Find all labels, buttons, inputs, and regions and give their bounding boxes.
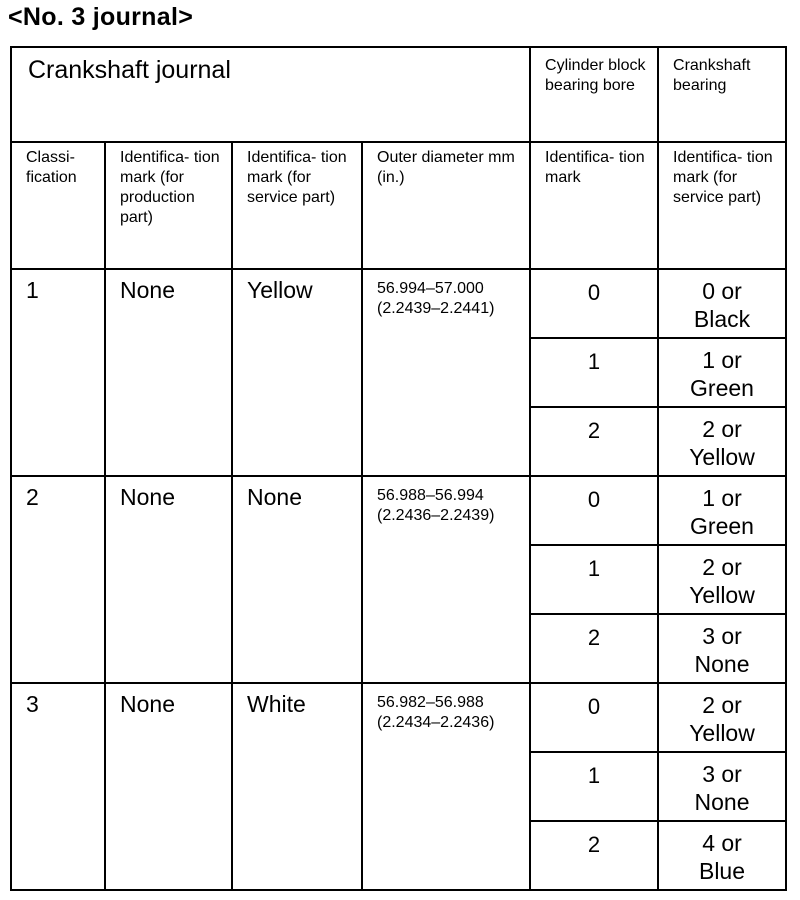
diameter-in: (2.2434–2.2436)	[377, 714, 495, 731]
bore-mark-cell: 0	[530, 476, 658, 545]
table-row	[11, 476, 786, 545]
bearing-number: 2 or	[702, 692, 742, 718]
diameter-mm: 56.994–57.000	[377, 280, 484, 297]
header-bore-id-mark: Identifica- tion mark	[530, 142, 658, 269]
header-id-production: Identifica- tion mark (for production part)	[105, 142, 232, 269]
bearing-mark-cell	[658, 683, 786, 752]
bearing-color: None	[694, 789, 750, 815]
bearing-number: 1 or	[702, 485, 742, 511]
diameter-mm: 56.988–56.994	[377, 487, 484, 504]
header-id-service: Identifica- tion mark (for service part)	[232, 142, 362, 269]
service-mark-cell: Yellow	[232, 269, 362, 476]
header-classification: Classi- fication	[11, 142, 105, 269]
bearing-number: 4 or	[702, 830, 742, 856]
table-row	[11, 683, 786, 752]
bore-mark-cell: 2	[530, 407, 658, 476]
outer-diameter-cell	[362, 476, 530, 683]
bearing-color: Green	[690, 513, 754, 539]
bearing-color: Blue	[698, 858, 746, 884]
bore-mark-cell: 2	[530, 821, 658, 890]
bearing-mark-cell	[658, 752, 786, 821]
bearing-color: Black	[693, 306, 751, 332]
bore-mark-cell: 1	[530, 545, 658, 614]
production-mark-cell: None	[105, 269, 232, 476]
bearing-mark-cell	[658, 476, 786, 545]
bearing-number: 3 or	[702, 623, 742, 649]
bore-mark-cell: 1	[530, 338, 658, 407]
bore-mark-cell: 0	[530, 269, 658, 338]
bearing-color: None	[694, 651, 750, 677]
classification-cell: 2	[11, 476, 105, 683]
outer-diameter-cell	[362, 683, 530, 890]
service-mark-cell: None	[232, 476, 362, 683]
production-mark-cell: None	[105, 476, 232, 683]
bore-mark-cell: 1	[530, 752, 658, 821]
bearing-mark-cell	[658, 545, 786, 614]
service-mark-cell: White	[232, 683, 362, 890]
bearing-mark-cell	[658, 269, 786, 338]
bearing-mark-cell	[658, 407, 786, 476]
classification-cell: 3	[11, 683, 105, 890]
header-crankshaft-bearing: Crankshaft bearing	[658, 47, 786, 142]
outer-diameter-cell	[362, 269, 530, 476]
bearing-color: Yellow	[689, 720, 755, 746]
bearing-number: 0 or	[702, 278, 742, 304]
bearing-mark-cell	[658, 338, 786, 407]
bore-mark-cell: 2	[530, 614, 658, 683]
classification-cell: 1	[11, 269, 105, 476]
page-title: <No. 3 journal>	[8, 3, 194, 31]
bearing-number: 3 or	[702, 761, 742, 787]
diameter-in: (2.2439–2.2441)	[377, 300, 495, 317]
bearing-number: 2 or	[702, 416, 742, 442]
bearing-mark-cell	[658, 821, 786, 890]
bearing-color: Yellow	[689, 444, 755, 470]
bore-mark-cell: 0	[530, 683, 658, 752]
journal-spec-table	[10, 46, 787, 891]
diameter-in: (2.2436–2.2439)	[377, 507, 495, 524]
bearing-number: 2 or	[702, 554, 742, 580]
header-crankshaft-journal: Crankshaft journal	[11, 47, 530, 142]
production-mark-cell: None	[105, 683, 232, 890]
header-outer-diameter: Outer diameter mm (in.)	[362, 142, 530, 269]
header-bearing-id-service: Identifica- tion mark (for service part)	[658, 142, 786, 269]
bearing-color: Yellow	[689, 582, 755, 608]
header-cylinder-block-bore: Cylinder block bearing bore	[530, 47, 658, 142]
table-row	[11, 269, 786, 338]
bearing-mark-cell	[658, 614, 786, 683]
diameter-mm: 56.982–56.988	[377, 694, 484, 711]
bearing-color: Green	[690, 375, 754, 401]
bearing-number: 1 or	[702, 347, 742, 373]
